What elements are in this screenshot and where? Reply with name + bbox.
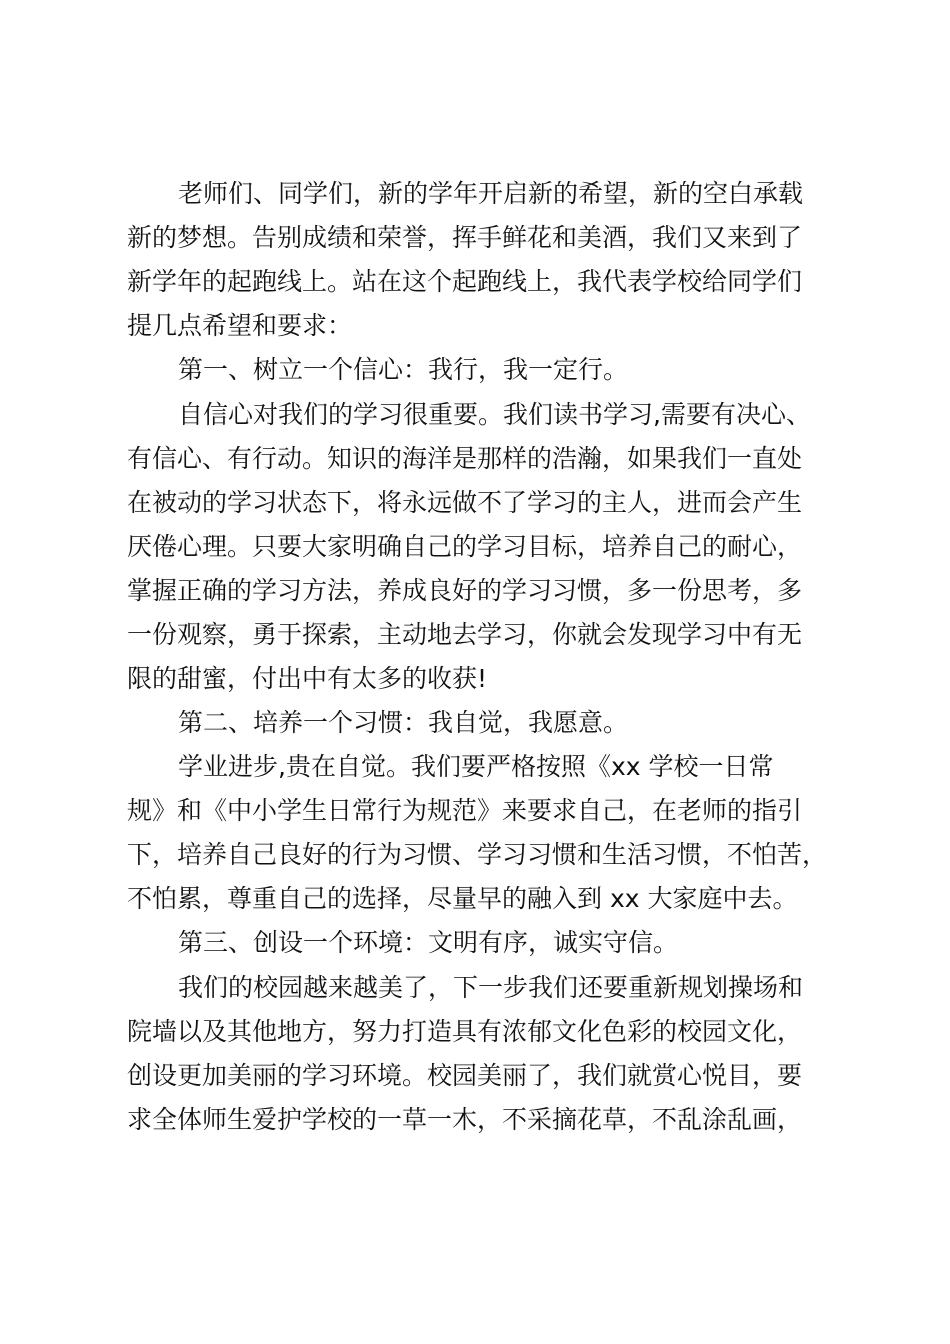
text-line: 自信心对我们的学习很重要。我们读书学习,需要有决心、: [178, 400, 811, 429]
text-line: 第三、创设一个环境：文明有序，诚实守信。: [178, 928, 679, 957]
text-line: 老师们、同学们，新的学年开启新的希望，新的空白承载: [178, 179, 804, 208]
text-line: 限的甜蜜，付出中有太多的收获!: [127, 664, 488, 693]
text-line: 院墙以及其他地方，努力打造具有浓郁文化色彩的校园文化，: [127, 1017, 803, 1046]
text-line: 我们的校园越来越美了，下一步我们还要重新规划操场和: [178, 973, 804, 1002]
text-line: 在被动的学习状态下，将永远做不了学习的主人，进而会产生: [127, 488, 803, 517]
text-line: 求全体师生爱护学校的一草一木，不采摘花草，不乱涂乱画，: [127, 1105, 803, 1134]
text-line: 不怕累，尊重自己的选择，尽量早的融入到 xx 大家庭中去。: [127, 884, 798, 913]
text-line: 新的梦想。告别成绩和荣誉，挥手鲜花和美酒，我们又来到了: [127, 223, 803, 252]
text-line: 有信心、有行动。知识的海洋是那样的浩瀚，如果我们一直处: [127, 444, 803, 473]
text-line: 学业进步,贵在自觉。我们要严格按照《xx 学校一日常: [178, 752, 774, 781]
text-line: 一份观察，勇于探索，主动地去学习，你就会发现学习中有无: [127, 620, 803, 649]
text-line: 厌倦心理。只要大家明确自己的学习目标，培养自己的耐心，: [127, 532, 803, 561]
text-line: 规》和《中小学生日常行为规范》来要求自己，在老师的指引: [127, 796, 803, 825]
text-line: 新学年的起跑线上。站在这个起跑线上，我代表学校给同学们: [127, 267, 803, 296]
text-line: 第一、树立一个信心：我行，我一定行。: [178, 355, 629, 384]
text-line: 提几点希望和要求：: [127, 311, 353, 340]
text-line: 创设更加美丽的学习环境。校园美丽了，我们就赏心悦目，要: [127, 1061, 803, 1090]
text-line: 掌握正确的学习方法，养成良好的学习习惯，多一份思考，多: [127, 576, 803, 605]
text-line: 下，培养自己良好的行为习惯、学习习惯和生活习惯，不怕苦，: [127, 840, 828, 869]
text-line: 第二、培养一个习惯：我自觉，我愿意。: [178, 708, 629, 737]
